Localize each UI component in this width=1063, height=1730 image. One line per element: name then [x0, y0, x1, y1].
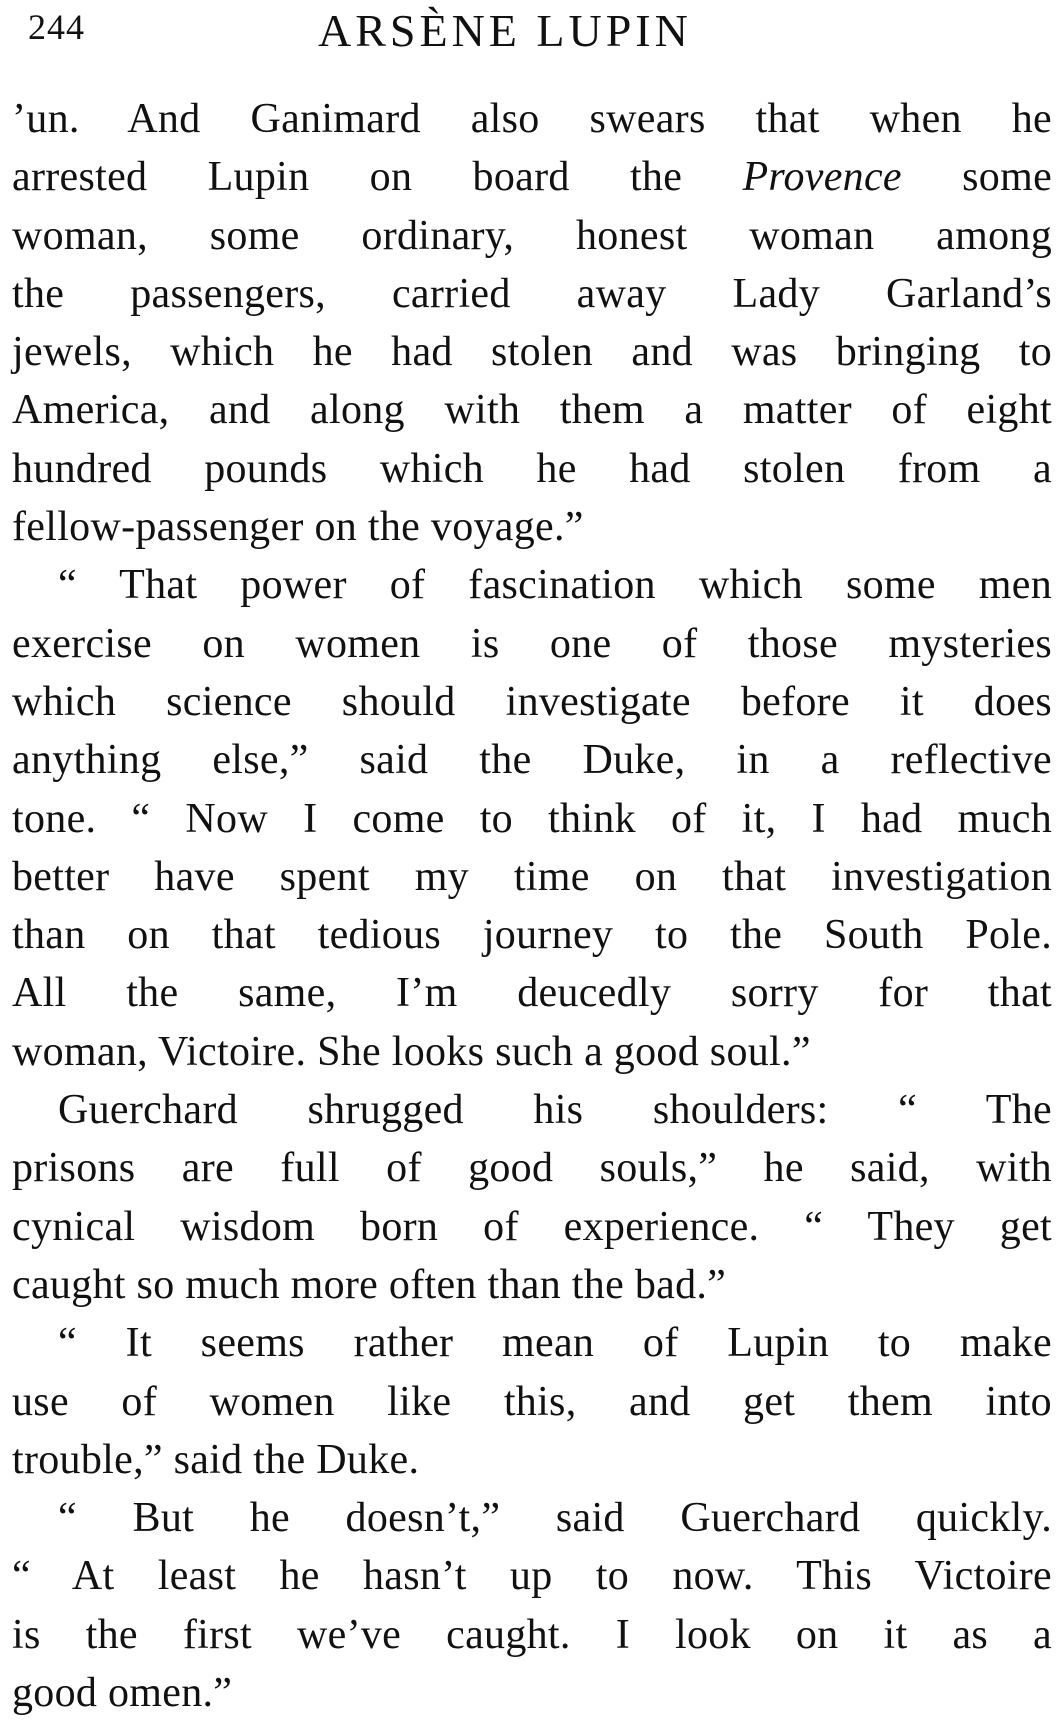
text-line: good omen.”: [12, 1670, 233, 1717]
text-line: Guerchard shrugged his shoulders: “ The: [58, 1087, 1052, 1134]
text-line-start: arrested Lupin on board the: [12, 154, 743, 201]
page-number: 244: [28, 7, 85, 47]
text-line: woman, Victoire. She looks such a good soul.”: [12, 1028, 811, 1075]
text-line: woman, some ordinary, honest woman among: [12, 212, 1052, 259]
text-line: use of women like this, and get them into: [12, 1378, 1052, 1425]
running-head: ARSÈNE LUPIN: [318, 5, 692, 56]
text-line-end: some: [901, 154, 1053, 201]
page-header: [28, 4, 1038, 64]
text-line: than on that tedious journey to the South Pole.: [12, 912, 1052, 959]
text-line: “ At least he hasn’t up to now. This Victoire: [12, 1553, 1052, 1600]
text-line: better have spent my time on that investigation: [12, 853, 1052, 900]
ship-name: Provence: [742, 154, 902, 201]
text-line: ’un. And Ganimard also swears that when he: [12, 96, 1052, 142]
text-line: tone. “ Now I come to think of it, I had much: [12, 795, 1052, 842]
text-line: jewels, which he had stolen and was bringing to: [12, 329, 1052, 376]
text-line: All the same, I’m deucedly sorry for that: [12, 970, 1052, 1017]
text-line: fellow-passenger on the voyage.”: [12, 504, 584, 551]
text-line: “ It seems rather mean of Lupin to make: [58, 1320, 1052, 1367]
text-line: trouble,” said the Duke.: [12, 1436, 420, 1483]
text-line: cynical wisdom born of experience. “ They get: [12, 1203, 1052, 1250]
text-line: “ That power of fascination which some men: [58, 562, 1052, 609]
text-line: hundred pounds which he had stolen from a: [12, 445, 1052, 492]
text-line: which science should investigate before it does: [12, 678, 1052, 725]
text-line: the passengers, carried away Lady Garland’s: [12, 270, 1052, 317]
text-line: exercise on women is one of those mysteries: [12, 620, 1052, 667]
body-text: [12, 90, 1052, 1722]
text-line: anything else,” said the Duke, in a reflective: [12, 737, 1052, 784]
text-line: America, and along with them a matter of eight: [12, 387, 1052, 434]
text-line: caught so much more often than the bad.”: [12, 1261, 727, 1308]
text-line: is the first we’ve caught. I look on it as a: [12, 1611, 1052, 1658]
text-line: prisons are full of good souls,” he said, with: [12, 1145, 1052, 1192]
text-line: [12, 148, 1052, 206]
text-line: “ But he doesn’t,” said Guerchard quickly.: [58, 1495, 1052, 1542]
